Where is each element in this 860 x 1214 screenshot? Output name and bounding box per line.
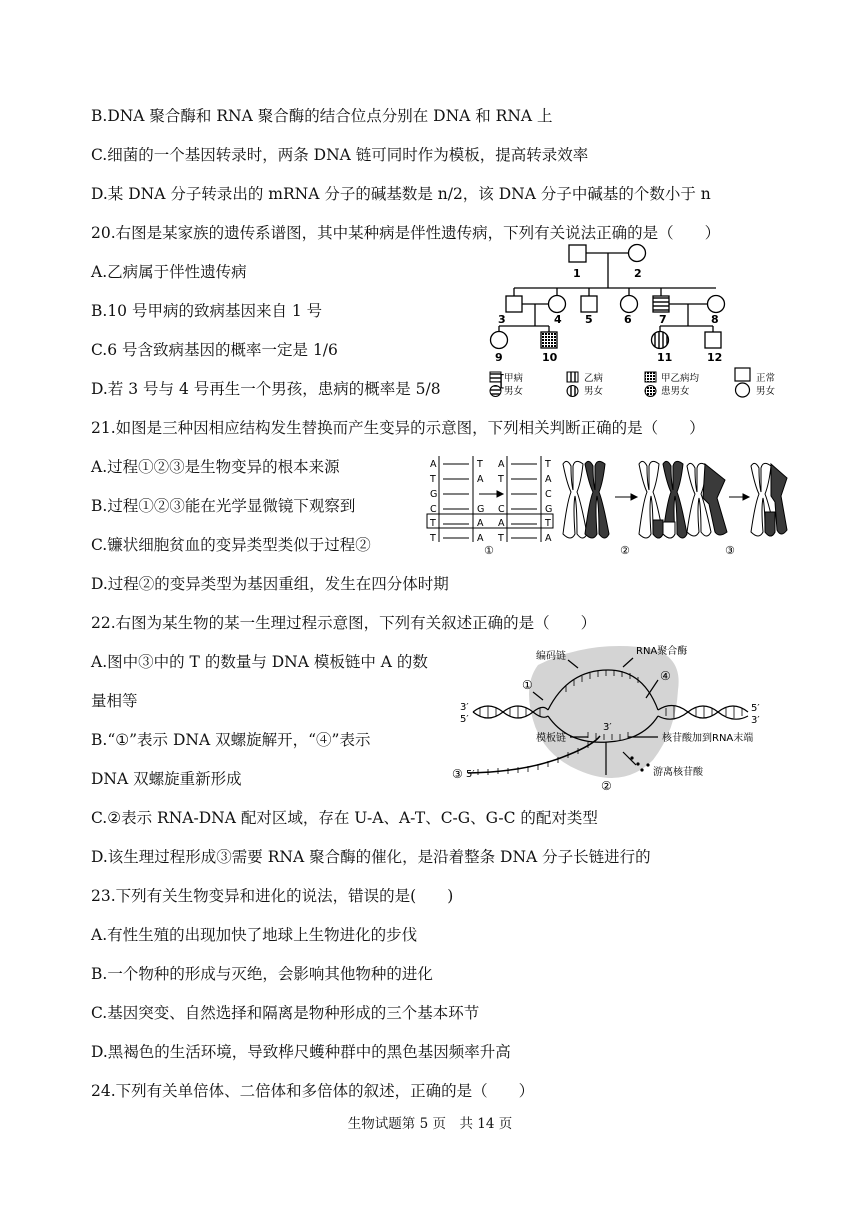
svg-text:甲乙病均: 甲乙病均: [661, 373, 700, 384]
label-circle-3: ③: [452, 767, 463, 781]
label-5prime-rna: 5′: [466, 769, 475, 780]
page-footer: 生物试题第 5 页 共 14 页: [347, 1116, 513, 1132]
question-22-option-a-line2: 量相等: [91, 692, 138, 710]
individual-7: [653, 296, 669, 312]
question-20-option-d: D.若 3 号与 4 号再生一个男孩，患病的概率是 5/8: [91, 380, 441, 398]
svg-text:男女: 男女: [584, 386, 604, 397]
question-21-option-c: C.镰状细胞贫血的变异类型类似于过程②: [91, 536, 371, 554]
question-19-option-d: D.某 DNA 分子转录出的 mRNA 分子的碱基数是 n/2，该 DNA 分子中碱基的个数小于 n: [91, 185, 711, 203]
label-coding-strand: 编码链: [536, 651, 566, 662]
pedigree-number: 9: [495, 351, 503, 364]
pedigree-number: 2: [634, 267, 642, 280]
mutation-figure: [425, 452, 790, 557]
label-3prime-mid: 3′: [603, 722, 612, 733]
question-20-option-b: B.10 号甲病的致病基因来自 1 号: [91, 302, 323, 320]
process-label-1: ①: [484, 544, 494, 557]
question-23-stem: 23.下列有关生物变异和进化的说法，错误的是( ): [91, 887, 454, 905]
individual-9: [491, 332, 508, 349]
svg-text:A: A: [545, 533, 552, 544]
question-22-option-b-line1: B.“①”表示 DNA 双螺旋解开，“④”表示: [91, 731, 371, 749]
individual-6: [621, 296, 638, 313]
label-circle-2: ②: [601, 779, 612, 793]
svg-text:C: C: [430, 504, 437, 515]
svg-text:正常: 正常: [756, 373, 776, 384]
pedigree-number: 7: [659, 313, 667, 326]
question-23-option-d: D.黑褐色的生活环境，导致桦尺蠖种群中的黑色基因频率升高: [91, 1043, 511, 1061]
individual-3: [506, 296, 522, 312]
label-nucleotide-added: 核苷酸加到RNA末端: [662, 733, 754, 744]
svg-text:T: T: [545, 459, 551, 470]
svg-text:甲病: 甲病: [504, 373, 524, 384]
question-23-option-b: B.一个物种的形成与灭绝，会影响其他物种的进化: [91, 965, 433, 983]
pedigree-figure: [485, 240, 790, 400]
svg-text:A: A: [545, 474, 552, 485]
question-21-option-b: B.过程①②③能在光学显微镜下观察到: [91, 497, 356, 515]
individual-10: [541, 332, 557, 348]
question-20-option-c: C.6 号含致病基因的概率一定是 1/6: [91, 341, 338, 359]
svg-text:T: T: [498, 533, 504, 544]
question-22-option-c: C.②表示 RNA-DNA 配对区域，存在 U-A、A-T、C-G、G-C 的配对类型: [91, 809, 598, 827]
transcription-figure: [448, 640, 798, 795]
svg-text:T: T: [477, 459, 483, 470]
svg-text:T: T: [430, 533, 436, 544]
pedigree-number: 5: [585, 313, 593, 326]
question-23-option-c: C.基因突变、自然选择和隔离是物种形成的三个基本环节: [91, 1004, 480, 1022]
svg-text:男女: 男女: [756, 386, 776, 397]
pedigree-number: 10: [542, 351, 558, 364]
svg-text:A: A: [477, 474, 484, 485]
question-20-option-a: A.乙病属于伴性遗传病: [91, 263, 247, 281]
pedigree-number: 1: [573, 267, 581, 280]
pedigree-number: 8: [711, 313, 719, 326]
label-5prime-right: 5′: [751, 703, 760, 714]
rna-polymerase-shape: [529, 646, 679, 778]
individual-5: [581, 296, 597, 312]
svg-text:T: T: [545, 518, 551, 529]
svg-text:T: T: [430, 474, 436, 485]
question-24-stem: 24.下列有关单倍体、二倍体和多倍体的叙述，正确的是（ ）: [91, 1082, 535, 1100]
individual-4: [549, 296, 566, 313]
svg-text:男女: 男女: [504, 386, 524, 397]
question-20-stem: 20.右图是某家族的遗传系谱图，其中某种病是伴性遗传病，下列有关说法正确的是（ ）: [91, 224, 721, 242]
individual-2: [629, 245, 646, 262]
svg-text:C: C: [498, 504, 505, 515]
individual-8: [708, 296, 725, 313]
svg-text:A: A: [477, 518, 484, 529]
svg-text:T: T: [430, 518, 436, 529]
label-template-strand: 模板链: [536, 733, 566, 744]
svg-text:[: [: [499, 371, 506, 390]
svg-text:T: T: [498, 474, 504, 485]
question-21-option-a: A.过程①②③是生物变异的根本来源: [91, 458, 340, 476]
pedigree-legend: [490, 368, 776, 397]
svg-text:G: G: [545, 504, 553, 515]
individual-1: [569, 245, 586, 262]
pedigree-number: 3: [498, 313, 506, 326]
pedigree-number: 6: [624, 313, 632, 326]
svg-text:乙病: 乙病: [584, 373, 604, 384]
svg-text:A: A: [430, 459, 437, 470]
question-22-option-b-line2: DNA 双螺旋重新形成: [91, 770, 242, 788]
svg-text:G: G: [477, 504, 485, 515]
question-19-option-c: C.细菌的一个基因转录时，两条 DNA 链可同时作为模板，提高转录效率: [91, 146, 589, 164]
question-22-stem: 22.右图为某生物的某一生理过程示意图，下列有关叙述正确的是（ ）: [91, 614, 597, 632]
svg-text:A: A: [498, 518, 505, 529]
label-3prime-right: 3′: [751, 715, 760, 726]
label-3prime-left: 3′: [460, 702, 469, 713]
pedigree-number: 12: [707, 351, 723, 364]
label-circle-4: ④: [660, 669, 671, 683]
question-21-option-d: D.过程②的变异类型为基因重组，发生在四分体时期: [91, 575, 449, 593]
question-23-option-a: A.有性生殖的出现加快了地球上生物进化的步伐: [91, 926, 418, 944]
question-22-option-d: D.该生理过程形成③需要 RNA 聚合酶的催化，是沿着整条 DNA 分子长链进行的: [91, 848, 651, 866]
question-19-option-b: B.DNA 聚合酶和 RNA 聚合酶的结合位点分别在 DNA 和 RNA 上: [91, 107, 553, 125]
label-circle-1: ①: [522, 678, 533, 692]
individual-12: [705, 332, 721, 348]
svg-text:A: A: [498, 459, 505, 470]
svg-text:G: G: [430, 489, 438, 500]
question-21-stem: 21.如图是三种因相应结构发生替换而产生变异的示意图，下列相关判断正确的是（ ）: [91, 419, 705, 437]
individual-11: [652, 332, 669, 349]
process-label-3: ③: [725, 544, 735, 557]
pedigree-number: 11: [657, 351, 673, 364]
svg-text:患男女: 患男女: [661, 386, 690, 397]
label-rna-polymerase: RNA聚合酶: [636, 646, 688, 657]
svg-text:C: C: [545, 489, 552, 500]
question-22-option-a-line1: A.图中③中的 T 的数量与 DNA 模板链中 A 的数: [91, 653, 428, 671]
mutation-bases: [429, 459, 552, 544]
label-5prime-left: 5′: [460, 714, 469, 725]
pedigree-number: 4: [554, 313, 562, 326]
svg-text:A: A: [477, 533, 484, 544]
label-free-nucleotide: 游离核苷酸: [653, 767, 703, 778]
process-label-2: ②: [620, 544, 630, 557]
